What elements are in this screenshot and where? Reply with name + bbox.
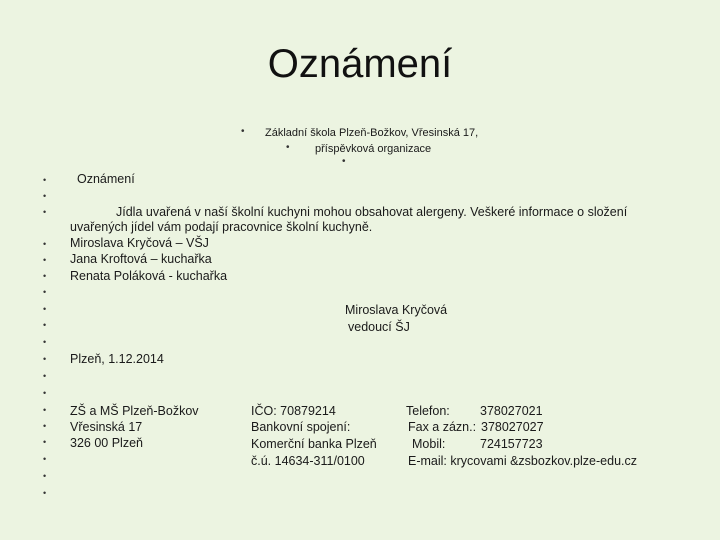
bullet: •	[43, 320, 47, 330]
bullet: •	[43, 354, 47, 364]
address-line: 326 00 Plzeň	[70, 436, 143, 450]
notice-heading: Oznámení	[77, 172, 135, 186]
contact-label: Mobil:	[412, 437, 446, 451]
address-line: Vřesinská 17	[70, 420, 143, 434]
bullet: •	[43, 454, 47, 464]
bullet: •	[43, 488, 47, 498]
bullet: •	[43, 437, 47, 447]
email-line: E-mail: krycovami &zsbozkov.plze-edu.cz	[408, 454, 638, 468]
bullet: •	[43, 405, 47, 415]
staff-item: Miroslava Kryčová – VŠJ	[70, 236, 209, 250]
bullet: •	[43, 371, 47, 381]
address-line: ZŠ a MŠ Plzeň-Božkov	[70, 404, 199, 418]
bullet: •	[43, 191, 47, 201]
school-org-line: příspěvková organizace	[315, 143, 432, 155]
contact-label: Telefon:	[406, 404, 450, 418]
bank-line: č.ú. 14634-311/0100	[251, 454, 365, 468]
signature-role: vedoucí ŠJ	[348, 320, 410, 334]
bullet: •	[43, 175, 47, 185]
page-title: Oznámení	[267, 42, 453, 86]
bullet: •	[241, 126, 245, 137]
signature-name: Miroslava Kryčová	[345, 303, 448, 317]
bullet: •	[43, 388, 47, 398]
mobile-value: 724157723	[480, 437, 543, 451]
bullet: •	[43, 239, 47, 249]
bullet: •	[43, 255, 47, 265]
bullet: •	[43, 471, 47, 481]
bullet: •	[286, 142, 290, 153]
bullet: •	[43, 271, 47, 281]
school-name-line: Základní škola Plzeň-Božkov, Vřesinská 17,	[265, 127, 479, 139]
paragraph-line: Jídla uvařená v naší školní kuchyni mohou obsahovat alergeny. Veškeré informace o složení	[116, 205, 628, 219]
bullet: •	[43, 337, 47, 347]
place-date: Plzeň, 1.12.2014	[70, 352, 164, 366]
staff-item: Jana Kroftová – kuchařka	[70, 252, 212, 266]
phone-value: 378027021	[480, 404, 543, 418]
staff-item: Renata Poláková - kuchařka	[70, 269, 228, 283]
bullet: •	[43, 287, 47, 297]
bank-line: Komerční banka Plzeň	[251, 437, 377, 451]
bank-line: IČO: 70879214	[251, 404, 336, 418]
bullet: •	[43, 304, 47, 314]
bullet: •	[342, 156, 346, 167]
paragraph-line: uvařených jídel vám podají pracovnice školní kuchyně.	[70, 220, 373, 234]
bullet: •	[43, 207, 47, 217]
bullet: •	[43, 421, 47, 431]
contact-label: Fax a zázn.:	[408, 420, 477, 434]
fax-value: 378027027	[481, 420, 544, 434]
bank-line: Bankovní spojení:	[251, 420, 351, 434]
